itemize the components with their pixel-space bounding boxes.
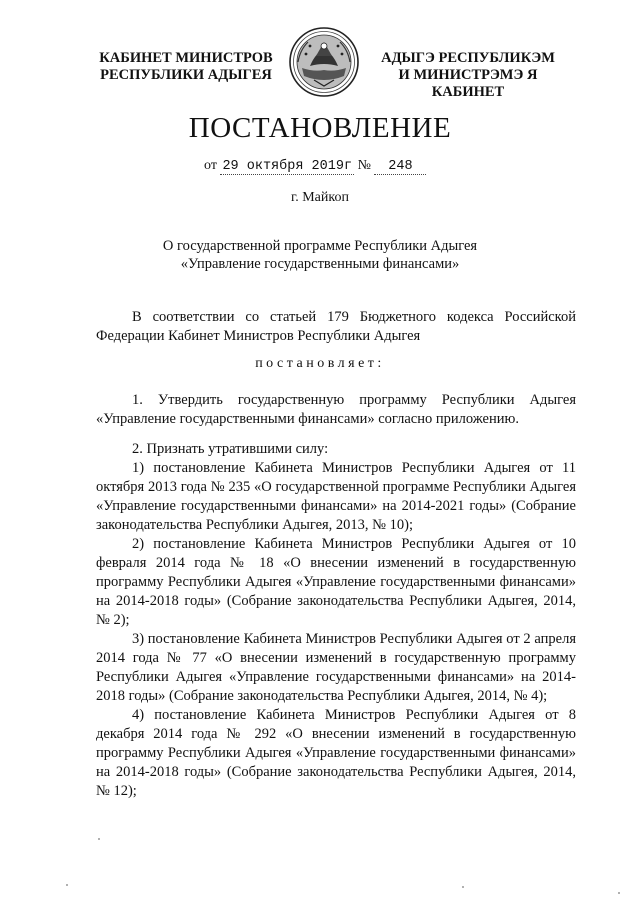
document-title: ПОСТАНОВЛЕНИЕ	[188, 112, 452, 144]
item-2-block	[96, 440, 576, 801]
subject-line-2: «Управление государственными финансами»	[180, 256, 460, 272]
item-1-paragraph: 1. Утвердить государственную программу Республики Адыгея «Управление государственными финансами» согласно приложению.	[96, 392, 576, 427]
date-number-line	[204, 158, 426, 175]
item-2-heading: 2. Признать утратившими силу:	[132, 441, 329, 457]
coat-of-arms-icon	[288, 26, 360, 98]
issuer-line-1: КАБИНЕТ МИНИСТРОВ	[99, 50, 273, 66]
decree-word: постановляет:	[255, 356, 385, 371]
city: г. Майкоп	[291, 190, 349, 205]
issuer-line-2: И МИНИСТРЭМЭ Я КАБИНЕТ	[398, 67, 538, 100]
issuer-name-russian	[96, 50, 276, 84]
scan-speck	[462, 886, 464, 888]
scan-speck	[66, 884, 68, 886]
scan-speck	[98, 838, 100, 840]
subject-line-1: О государственной программе Республики Адыгея	[162, 238, 478, 254]
preamble-paragraph: В соответствии со статьей 179 Бюджетного кодекса Российской Федерации Кабинет Министров Республики Адыгея	[96, 309, 576, 344]
document-subject	[100, 237, 540, 273]
issuer-name-adyghe	[362, 50, 574, 101]
repealed-act-4: 4) постановление Кабинета Министров Республики Адыгея от 8 декабря 2014 года № 292 «О внесении изменений в государственную программу Республики Адыгея «Управление государственными финансами» на 2014-2018 годы» (Собрание законодательства Республики Адыгея, 2014, № 12);	[96, 707, 576, 799]
document-date: 29 октября 2019г	[222, 159, 353, 174]
repealed-act-2: 2) постановление Кабинета Министров Республики Адыгея от 10 февраля 2014 года № 18 «О внесении изменений в государственную программу Республики Адыгея «Управление государственными финансами» на 2014-2018 годы» (Собрание законодательства Республики Адыгея, 2014, № 2);	[96, 536, 576, 628]
scan-speck	[618, 892, 620, 894]
issuer-line-2: РЕСПУБЛИКИ АДЫГЕЯ	[100, 67, 272, 83]
number-sign: №	[357, 158, 371, 173]
repealed-act-3: 3) постановление Кабинета Министров Республики Адыгея от 2 апреля 2014 года № 77 «О внесении изменений в государственную программу Республики Адыгея «Управление государственными финансами» на 2014-2018 годы» (Собрание законодательства Республики Адыгея, 2014, № 4);	[96, 631, 576, 704]
date-prefix: от	[204, 158, 217, 173]
issuer-line-1: АДЫГЭ РЕСПУБЛИКЭМ	[381, 50, 555, 66]
repealed-act-1: 1) постановление Кабинета Министров Республики Адыгея от 11 октября 2013 года № 235 «О государственной программе Республики Адыгея «Управление государственными финансами» на 2014-2021 годы» (Собрание законодательства Республики Адыгея, 2013, № 10);	[96, 460, 576, 533]
document-number: 248	[374, 159, 426, 175]
